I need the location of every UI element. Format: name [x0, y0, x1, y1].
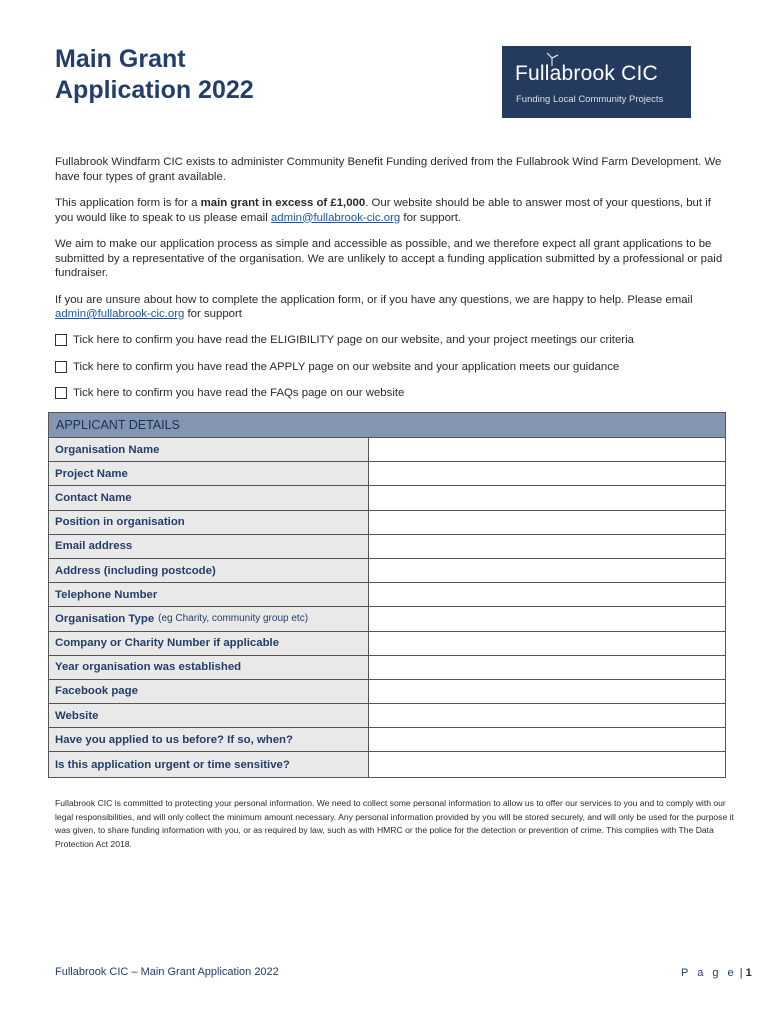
address-field[interactable] [369, 559, 725, 582]
apply-checkbox[interactable] [55, 361, 67, 373]
intro-text-segment: . Our website should be able to answer most of your questions, but if you would like to speak to us please email [55, 197, 711, 224]
form-row-facebook [49, 680, 725, 704]
checkbox-label: Tick here to confirm you have read the ELIGIBILITY page on our website, and your project meetings our criteria [73, 334, 634, 346]
page-number-value: 1 [745, 967, 752, 979]
company-number-field[interactable] [369, 632, 725, 655]
field-label-with-note [49, 607, 369, 630]
main-grant-emphasis: main grant in excess of £1,000 [200, 197, 366, 209]
field-label: Project Name [49, 462, 369, 485]
position-field[interactable] [369, 511, 725, 534]
telephone-field[interactable] [369, 583, 725, 606]
field-label: Email address [49, 535, 369, 558]
field-label: Have you applied to us before? If so, when? [49, 728, 369, 751]
form-row-company-number [49, 632, 725, 656]
form-row-position [49, 511, 725, 535]
form-row-contact-name [49, 486, 725, 510]
applicant-details-table [48, 412, 726, 778]
intro-paragraph-2 [55, 196, 727, 225]
intro-text-segment: If you are unsure about how to complete the application form, or if you have any questions, we are happy to help. Please email [55, 293, 693, 306]
page-label: P a g e [681, 967, 737, 979]
facebook-page-field[interactable] [369, 680, 725, 703]
year-established-field[interactable] [369, 656, 725, 679]
intro-text-segment: for support. [400, 211, 462, 224]
field-label: Contact Name [49, 486, 369, 509]
intro-text-segment: This application form is for a [55, 197, 201, 209]
organisation-name-field[interactable] [369, 438, 725, 461]
field-label: Website [49, 704, 369, 727]
checkbox-label: Tick here to confirm you have read the FAQs page on our website [73, 387, 405, 399]
form-row-telephone [49, 583, 725, 607]
field-label: Facebook page [49, 680, 369, 703]
project-name-field[interactable] [369, 462, 725, 485]
form-row-applied-before [49, 728, 725, 752]
fullabrook-logo [502, 46, 691, 118]
email-field[interactable] [369, 535, 725, 558]
page-separator: | [736, 967, 746, 979]
admin-email-link[interactable]: admin@fullabrook-cic.org [270, 211, 401, 224]
title-line-2: Application 2022 [55, 76, 254, 104]
field-label: Company or Charity Number if applicable [49, 632, 369, 655]
field-label: Year organisation was established [49, 656, 369, 679]
eligibility-checkbox[interactable] [55, 334, 67, 346]
form-row-project-name [49, 462, 725, 486]
form-row-year-established [49, 656, 725, 680]
intro-text [55, 155, 727, 334]
applicant-details-heading: APPLICANT DETAILS [49, 413, 725, 438]
page-title [55, 44, 254, 106]
intro-paragraph-4 [55, 293, 727, 322]
title-line-1: Main Grant [55, 45, 186, 73]
intro-paragraph-1: Fullabrook Windfarm CIC exists to administer Community Benefit Funding derived from the Fullabrook Wind Farm Development. We have four types of grant available. [55, 156, 722, 183]
apply-confirmation[interactable] [55, 360, 735, 374]
form-row-website [49, 704, 725, 728]
form-row-address [49, 559, 725, 583]
checkbox-label: Tick here to confirm you have read the APPLY page on our website and your application meets our guidance [73, 360, 620, 373]
field-label: Telephone Number [49, 583, 369, 606]
urgent-field[interactable] [369, 752, 725, 776]
applied-before-field[interactable] [369, 728, 725, 751]
support-email-link[interactable]: admin@fullabrook-cic.org [55, 308, 185, 320]
form-row-organisation-name [49, 438, 725, 462]
field-note: (eg Charity, community group etc) [158, 613, 309, 625]
faqs-confirmation[interactable] [55, 386, 735, 400]
field-label: Address (including postcode) [49, 559, 369, 582]
logo-tagline: Funding Local Community Projects [516, 94, 664, 105]
intro-text-segment: for support [184, 308, 242, 320]
field-label: Organisation Type [55, 612, 155, 625]
form-row-organisation-type [49, 607, 725, 631]
privacy-notice: Fullabrook CIC is committed to protecting your personal information. We need to collect some personal information to allow us to offer our services to you and to comply with our legal responsibilities, and will only collect the minimum amount necessary. Any personal information provided by you will be stored securely, and will only be used for the purpose it was given, to share funding information with you, or as required by law, such as with HMRC or the police for the detection or prevention of crime. This complies with The Data Protection Act 2018. [55, 798, 734, 849]
faqs-checkbox[interactable] [55, 387, 67, 399]
confirmation-checklist [55, 333, 735, 413]
organisation-type-field[interactable] [369, 607, 725, 630]
website-field[interactable] [369, 704, 725, 727]
field-label: Is this application urgent or time sensitive? [49, 752, 369, 776]
contact-name-field[interactable] [369, 486, 725, 509]
field-label: Position in organisation [49, 511, 369, 534]
form-row-email [49, 535, 725, 559]
footer-document-title: Fullabrook CIC – Main Grant Application 2022 [55, 966, 279, 978]
page-number [681, 967, 752, 979]
logo-name: Fullabrook CIC [515, 62, 658, 85]
eligibility-confirmation[interactable] [55, 333, 735, 347]
form-row-urgent [49, 752, 725, 776]
field-label: Organisation Name [49, 438, 369, 461]
intro-paragraph-3: We aim to make our application process as simple and accessible as possible, and we therefore expect all grant applications to be submitted by a representative of the organisation. We are unlikely to accept a funding application submitted by a professional or paid fundraiser. [55, 238, 723, 279]
